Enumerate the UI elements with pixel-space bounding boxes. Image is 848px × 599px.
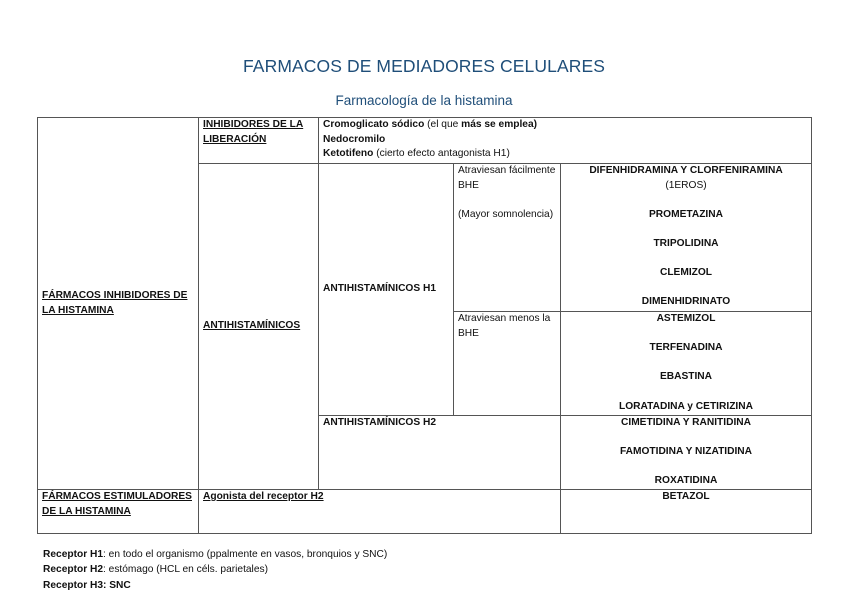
ketotifeno-line [323,147,807,162]
h1-drug-tripolidina: TRIPOLIDINA [653,237,719,249]
note-text: : estómago (HCL en céls. parietales) [103,564,268,576]
histamine-drugs-table [37,117,812,534]
note-label: Receptor H1 [43,549,104,560]
h1-drug-astemizol: ASTEMIZOL [656,313,716,324]
release-inhibitors-cell [199,118,319,164]
note-receptor-h2 [43,562,387,577]
h1-drug-dimenhidrinato: DIMENHIDRINATO [641,296,731,308]
stimulators-category-cell [38,490,199,534]
ketotifeno-note: (cierto efecto antagonista H1) [373,148,510,160]
agonist-cell [199,490,561,534]
note-text: : en todo el organismo (ppalmente en vasos, bronquios y SNC) [103,549,388,560]
h2-cell [319,416,561,490]
receptor-notes [43,547,387,593]
h1-group-b-drugs-cell [561,312,812,416]
release-drugs-cell [319,118,812,164]
h1-group-b-desc-cell [454,312,561,416]
cromoglicato-note-a: (el que [424,119,462,130]
h1-group-a-desc-2: (Mayor somnolencia) [458,208,554,220]
h1-group-a-desc-cell [454,164,561,312]
note-receptor-h1 [43,547,387,562]
h1-drug-ebastina: EBASTINA [659,371,713,383]
antihistamines-cell [199,164,319,490]
h2-drugs-cell [561,416,812,490]
h2-drug-famotidina: FAMOTIDINA Y NIZATIDINA [619,446,753,458]
h1-drug-prometazina: PROMETAZINA [649,208,723,220]
cromoglicato-line [323,118,807,133]
h1-group-a-drugs-cell [561,164,812,312]
h1-group-b-desc: Atraviesan menos la BHE [458,313,551,339]
cromoglicato-name: Cromoglicato sódico [323,119,425,130]
h1-drug-difenhidramina: DIFENHIDRAMINA Y CLORFENIRAMINA [589,165,783,176]
h2-drug-cimetidina: CIMETIDINA Y RANITIDINA [621,417,751,428]
agonist-label: Agonista del receptor H2 [203,491,324,502]
note-label: Receptor H2 [43,564,104,576]
h1-label: ANTIHISTAMÍNICOS H1 [323,283,437,295]
table-row [38,118,812,164]
note-receptor-h3 [43,578,387,593]
h1-cell [319,164,454,416]
h1-drug-clemizol: CLEMIZOL [659,267,713,279]
table-row [38,490,812,534]
h1-drug-terfenadina: TERFENADINA [649,342,723,354]
ketotifeno-name: Ketotifeno [323,148,374,160]
agonist-drug-betazol: BETAZOL [662,491,710,502]
page-subtitle: Farmacología de la histamina [335,93,513,108]
page-title: FARMACOS DE MEDIADORES CELULARES [242,56,606,76]
h1-drug-1-note: (1EROS) [665,179,707,191]
release-inhibitors-label: INHIBIDORES DE LA LIBERACIÓN [203,119,304,145]
agonist-drug-cell [561,490,812,534]
h1-drug-loratadina: LORATADINA y CETIRIZINA [619,400,753,412]
stimulators-label: FÁRMACOS ESTIMULADORES DE LA HISTAMINA [42,491,192,517]
note-label: Receptor H3: SNC [43,579,131,591]
inhibitors-label: FÁRMACOS INHIBIDORES DE LA HISTAMINA [42,289,188,316]
h2-label: ANTIHISTAMÍNICOS H2 [323,417,437,428]
h2-drug-roxatidina: ROXATIDINA [654,475,718,487]
h1-group-a-desc-1: Atraviesan fácilmente BHE [458,165,556,191]
antihistamines-label: ANTIHISTAMÍNICOS [203,320,301,332]
nedocromilo-line: Nedocromilo [323,133,386,145]
inhibitors-category-cell [38,118,199,490]
cromoglicato-note-b: más se emplea) [461,119,538,130]
